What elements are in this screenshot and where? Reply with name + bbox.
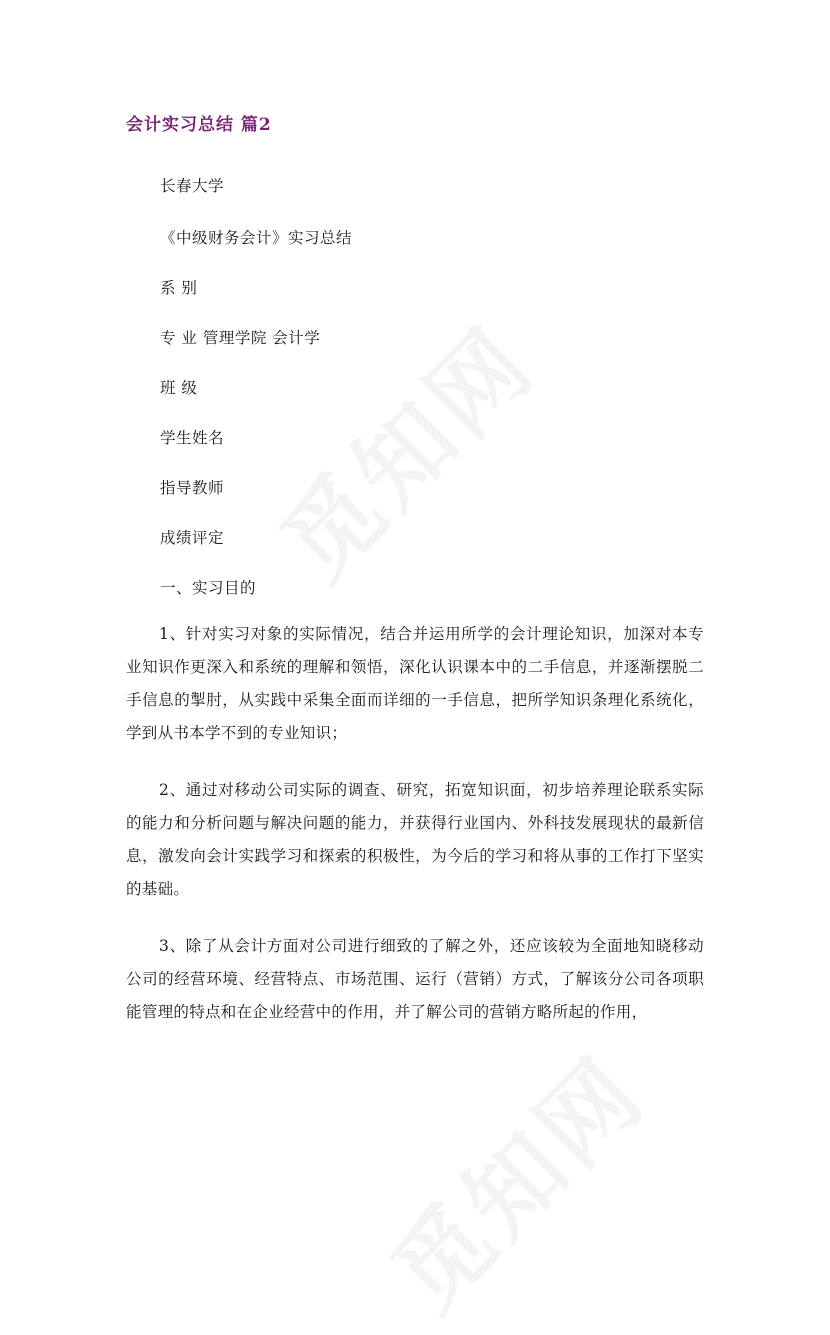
cover-line-class: 班 级	[160, 379, 198, 397]
cover-line-report-title: 《中级财务会计》实习总结	[160, 229, 353, 247]
section-heading: 一、实习目的	[160, 579, 257, 597]
paragraph-1: 1、针对实习对象的实际情况，结合并运用所学的会计理论知识，加深对本专业知识作更深入和系统的理解和领悟，深化认识课本中的二手信息，并逐渐摆脱二手信息的掣肘，从实践中采集全面而详细的一手信息，把所学知识条理化系统化，学到从书本学不到的专业知识；	[126, 625, 704, 742]
paragraph-3: 3、除了从会计方面对公司进行细致的了解之外，还应该较为全面地知晓移动公司的经营环境、经营特点、市场范围、运行（营销）方式，了解该分公司各项职能管理的特点和在企业经营中的作用，并了解公司的营销方略所起的作用，	[126, 937, 704, 1021]
cover-line-advisor: 指导教师	[160, 479, 225, 497]
cover-line-student-name: 学生姓名	[160, 429, 225, 447]
cover-line-university: 长春大学	[160, 177, 225, 195]
document-title: 会计实习总结 篇2	[126, 115, 272, 135]
cover-line-department: 系 别	[160, 279, 198, 297]
cover-line-major: 专 业 管理学院 会计学	[160, 329, 321, 347]
paragraph-2: 2、通过对移动公司实际的调查、研究，拓宽知识面，初步培养理论联系实际的能力和分析问题与解决问题的能力，并获得行业国内、外科技发展现状的最新信息，激发向会计实践学习和探索的积极性，为今后的学习和将从事的工作打下坚实的基础。	[126, 781, 704, 898]
cover-line-grade: 成绩评定	[160, 529, 225, 547]
